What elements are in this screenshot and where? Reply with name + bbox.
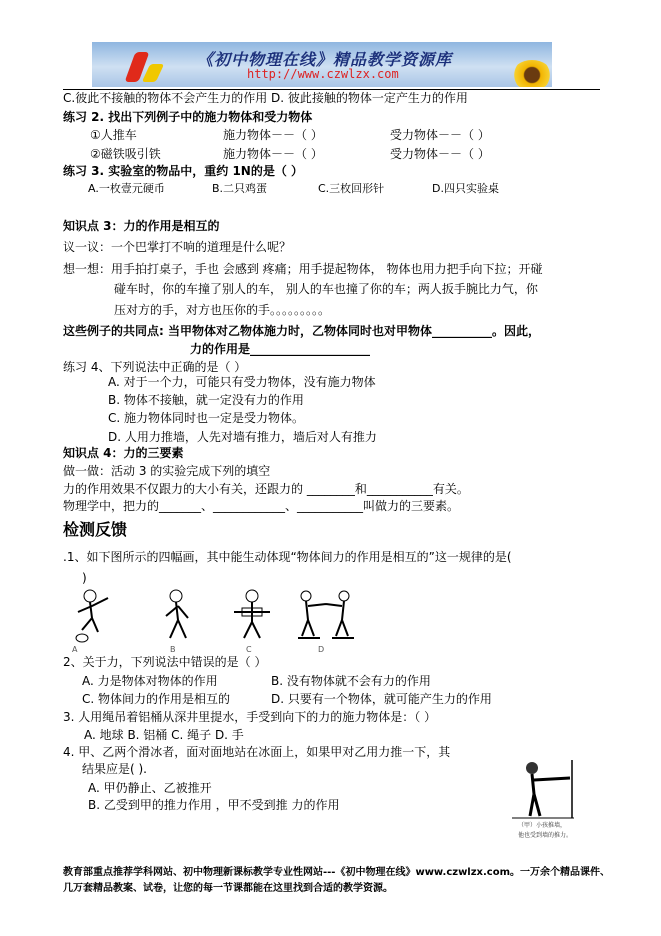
knowledge-point-3: 知识点 3：力的作用是相互的 bbox=[63, 219, 220, 233]
option-a: A. 力是物体对物体的作用 bbox=[82, 674, 218, 688]
discuss: 议一议：一个巴掌打不响的道理是什么呢？ bbox=[63, 240, 292, 254]
option-line: C.彼此不接触的物体不会产生力的作用 D. 彼此接触的物体一定产生力的作用 bbox=[63, 91, 468, 105]
exercise-3: 练习 3. 实验室的物品中，重约 1N的是（ ） bbox=[63, 164, 304, 178]
question-1: .1、如下图所示的四幅画，其中能生动体现“物体间力的作用是相互的”这一规律的是( bbox=[63, 550, 512, 564]
example-2: ②磁铁吸引铁 bbox=[90, 147, 161, 161]
option-b: B.二只鸡蛋 bbox=[212, 182, 268, 195]
figure-b-label: B bbox=[170, 645, 176, 654]
figure-c-label: C bbox=[246, 645, 252, 654]
option-a: A. 甲仍静止、乙被推开 bbox=[88, 781, 212, 795]
figure-caption-1: （甲）小孩推墙， bbox=[518, 822, 567, 829]
think-line-1: 想一想：用手拍打桌子，手也 会感到 疼痛；用手提起物体， 物体也用力把手向下拉；开碰 bbox=[63, 262, 543, 276]
knowledge-point-4: 知识点 4：力的三要素 bbox=[63, 446, 184, 460]
exercise-2: 练习 2. 找出下列例子中的施力物体和受力物体 bbox=[63, 110, 313, 124]
banner-url: http://www.czwlzx.com bbox=[247, 67, 399, 81]
figure-b-person-icon bbox=[148, 588, 208, 643]
figure-d-label: D bbox=[318, 645, 325, 654]
think-line-2: 碰车时，你的车撞了别人的车， 别人的车也撞了你的车；两人扳手腕比力气，你 bbox=[114, 282, 538, 296]
footer-line-1: 教育部重点推荐学科网站、初中物理新课标教学专业性网站---《初中物理在线》www.czwlzx.com。一万余个精品课件、 bbox=[63, 867, 611, 878]
question-2: 2、关于力，下列说法中错误的是（ ） bbox=[63, 655, 267, 669]
question-4: 4. 甲、乙两个滑冰者，面对面地站在冰面上，如果甲对乙用力推一下，其 bbox=[63, 745, 451, 759]
sunflower-icon bbox=[512, 60, 552, 87]
exercise-4: 练习 4、下列说法中正确的是（ ） bbox=[63, 360, 247, 374]
option-c: C.三枚回形针 bbox=[318, 182, 385, 195]
option-b: B. 乙受到甲的推力作用 ，甲不受到推 力的作用 bbox=[88, 798, 340, 812]
common-point-2: 力的作用是____________________ bbox=[190, 342, 371, 356]
receiver-blank: 受力物体－－（ ） bbox=[390, 147, 490, 161]
common-point-1: 这些例子的共同点: 当甲物体对乙物体施力时，乙物体同时也对甲物体__________。因此， bbox=[63, 324, 540, 338]
option-c: C. 施力物体同时也一定是受力物体。 bbox=[108, 411, 305, 425]
figure-a-label: A bbox=[72, 645, 78, 654]
receiver-blank: 受力物体－－（ ） bbox=[390, 128, 490, 142]
think-line-3: 压对方的手，对方也压你的手。。。。。。。。。 bbox=[114, 303, 331, 317]
site-banner bbox=[92, 42, 552, 87]
question-3-options: A. 地球 B. 铝桶 C. 绳子 D. 手 bbox=[84, 728, 244, 742]
child-pushing-wall-icon bbox=[512, 760, 578, 820]
option-a: A.一枚壹元硬币 bbox=[88, 182, 165, 195]
option-c: C. 物体间力的作用是相互的 bbox=[82, 692, 231, 706]
option-d: D. 只要有一个物体，就可能产生力的作用 bbox=[271, 692, 492, 706]
option-b: B. 物体不接触，就一定没有力的作用 bbox=[108, 393, 304, 407]
figure-caption-2: 他也受到墙的推力。 bbox=[518, 832, 573, 839]
do-activity: 做一做：活动 3 的实验完成下列的填空 bbox=[63, 464, 271, 478]
fill-line-1: 力的作用效果不仅跟力的大小有关，还跟力的 ________和___________有关。 bbox=[63, 482, 469, 496]
footer-line-2: 几万套精品教案、试卷，让您的每一节课都能在这里找到合适的教学资源。 bbox=[63, 883, 393, 894]
figure-a-kicking-icon bbox=[68, 588, 128, 643]
applier-blank: 施力物体－－（ ） bbox=[223, 147, 323, 161]
option-d: D. 人用力推墙，人先对墙有推力，墙后对人有推力 bbox=[108, 430, 377, 444]
option-b: B. 没有物体就不会有力的作用 bbox=[271, 674, 431, 688]
fill-line-2: 物理学中，把力的_______、____________、___________叫做力的三要素。 bbox=[63, 499, 460, 513]
question-4-cont: 结果应是( ). bbox=[82, 762, 147, 776]
applier-blank: 施力物体－－（ ） bbox=[223, 128, 323, 142]
option-d: D.四只实验桌 bbox=[432, 182, 499, 195]
section-heading: 检测反馈 bbox=[63, 520, 128, 539]
logo-accent-icon bbox=[142, 64, 164, 82]
figure-d-skaters-icon bbox=[292, 588, 367, 643]
example-1: ①人推车 bbox=[90, 128, 137, 142]
banner-title: 《初中物理在线》精品教学资源库 bbox=[197, 50, 453, 69]
question-1-end: ) bbox=[82, 571, 87, 585]
option-a: A. 对于一个力，可能只有受力物体，没有施力物体 bbox=[108, 375, 376, 389]
question-3: 3. 人用绳吊着铝桶从深井里提水，手受到向下的力的施力物体是：（ ） bbox=[63, 710, 437, 724]
figure-c-stretching-icon bbox=[222, 588, 282, 643]
